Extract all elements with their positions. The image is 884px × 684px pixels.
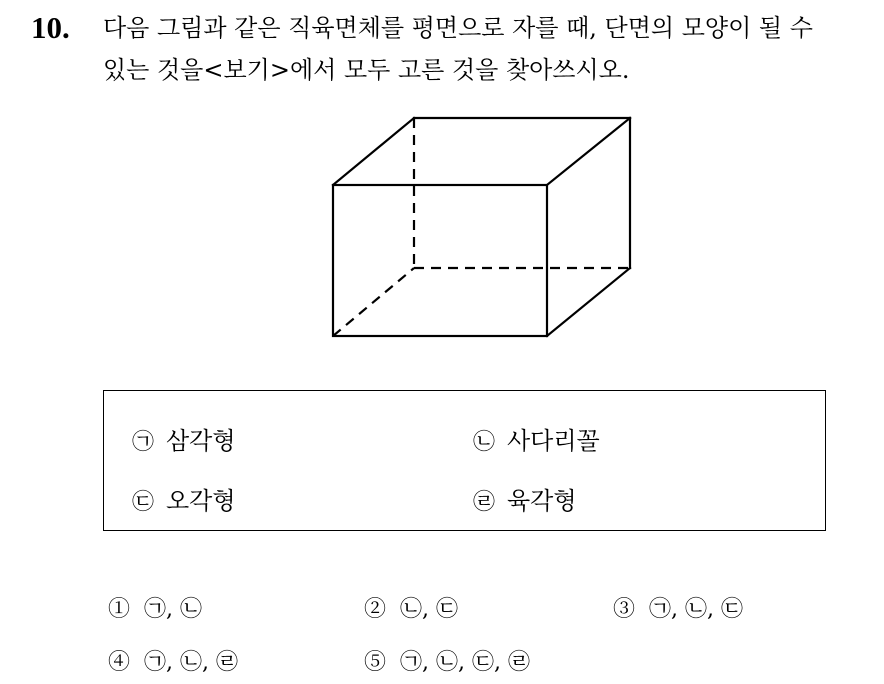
answer-choice-5[interactable]: ⑤ ㉠, ㉡, ㉢, ㉣ [364, 650, 530, 675]
bogi-item: ㉣ 육각형 [473, 487, 577, 515]
prism-front-face [333, 185, 547, 336]
rectangular-prism-figure [330, 115, 635, 340]
answer-choice-2[interactable]: ② ㉡, ㉢ [364, 597, 459, 622]
question-text-line-1: 다음 그림과 같은 직육면체를 평면으로 자를 때, 단면의 모양이 될 수 [103, 14, 813, 42]
answer-choice-3[interactable]: ③ ㉠, ㉡, ㉢ [613, 597, 743, 622]
bogi-item: ㉡ 사다리꼴 [473, 427, 600, 455]
bogi-item: ㉢ 오각형 [132, 487, 236, 515]
bogi-item: ㉠ 삼각형 [132, 427, 236, 455]
answer-choice-1[interactable]: ① ㉠, ㉡ [108, 597, 203, 622]
prism-top-right-edge [547, 118, 630, 185]
prism-top-left-edge [333, 118, 414, 185]
prism-bottom-right-edge [547, 268, 630, 336]
question-number: 10. [31, 10, 70, 45]
question-text-line-2: 있는 것을<보기>에서 모두 고른 것을 찾아쓰시오. [103, 56, 630, 84]
answer-choice-4[interactable]: ④ ㉠, ㉡, ㉣ [108, 650, 238, 675]
prism-hidden-bottom-left-edge [333, 268, 414, 336]
